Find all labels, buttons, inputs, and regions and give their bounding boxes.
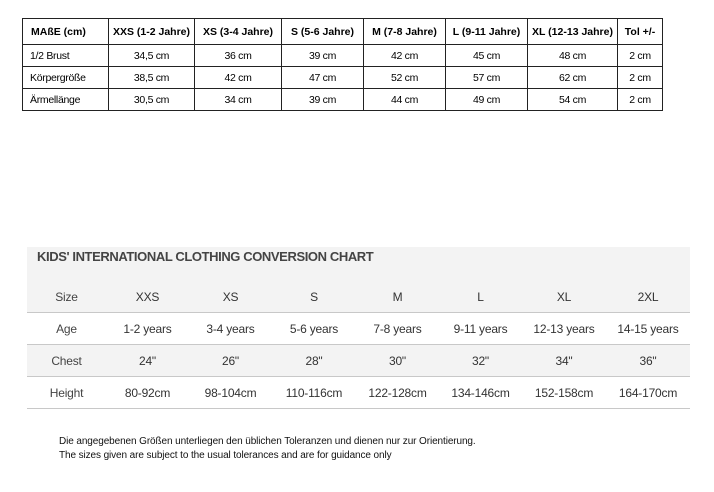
size-measurement-table [22,18,663,111]
size-table-header: M (7-8 Jahre) [364,19,446,45]
table-row [27,345,690,377]
table-cell: L [439,281,522,313]
table-cell: 54 cm [528,89,618,111]
table-cell: 152-158cm [522,377,606,409]
size-table-header: XS (3-4 Jahre) [195,19,282,45]
table-cell: 24" [106,345,189,377]
row-label: Height [27,377,106,409]
table-cell: 34,5 cm [109,45,195,67]
table-cell: 38,5 cm [109,67,195,89]
table-cell: 5-6 years [272,313,356,345]
table-cell: 36" [606,345,690,377]
table-cell: 49 cm [446,89,528,111]
size-table-header: Tol +/- [618,19,663,45]
size-table-header-row [23,19,663,45]
size-table-header: S (5-6 Jahre) [282,19,364,45]
table-cell: 47 cm [282,67,364,89]
table-cell: S [272,281,356,313]
conversion-chart-title-bar [27,247,690,281]
table-cell: 39 cm [282,45,364,67]
conversion-chart-table [27,281,690,409]
table-cell: 42 cm [364,45,446,67]
table-cell: 1-2 years [106,313,189,345]
table-cell: 2XL [606,281,690,313]
table-cell: 62 cm [528,67,618,89]
size-table-header: L (9-11 Jahre) [446,19,528,45]
table-cell: 57 cm [446,67,528,89]
table-cell: 30,5 cm [109,89,195,111]
table-cell: 122-128cm [356,377,439,409]
table-cell: 134-146cm [439,377,522,409]
table-cell: 110-116cm [272,377,356,409]
table-cell: 98-104cm [189,377,272,409]
tolerance-note-english: The sizes given are subject to the usual tolerances and are for guidance only [59,450,392,461]
table-row [23,67,663,89]
table-cell: XL [522,281,606,313]
table-cell: 39 cm [282,89,364,111]
table-cell: 26" [189,345,272,377]
row-label: Chest [27,345,106,377]
table-cell: M [356,281,439,313]
table-cell: 48 cm [528,45,618,67]
table-cell: 32" [439,345,522,377]
table-row [27,313,690,345]
row-label: Ärmellänge [23,89,109,111]
row-label: Körpergröße [23,67,109,89]
table-cell: 34" [522,345,606,377]
table-cell: XXS [106,281,189,313]
table-row [23,89,663,111]
table-cell: XS [189,281,272,313]
table-row [27,281,690,313]
table-cell: 14-15 years [606,313,690,345]
tolerance-note-german: Die angegebenen Größen unterliegen den üblichen Toleranzen und dienen nur zur Orientierung. [59,436,476,447]
table-cell: 2 cm [618,45,663,67]
size-table-header: XXS (1-2 Jahre) [109,19,195,45]
size-table-header: MAßE (cm) [23,19,109,45]
table-cell: 12-13 years [522,313,606,345]
table-cell: 80-92cm [106,377,189,409]
table-cell: 2 cm [618,67,663,89]
table-cell: 44 cm [364,89,446,111]
table-row [23,45,663,67]
row-label: Size [27,281,106,313]
table-cell: 7-8 years [356,313,439,345]
table-cell: 36 cm [195,45,282,67]
conversion-chart-title: KIDS' INTERNATIONAL CLOTHING CONVERSION CHART [37,249,374,264]
table-cell: 42 cm [195,67,282,89]
table-cell: 3-4 years [189,313,272,345]
table-cell: 34 cm [195,89,282,111]
table-cell: 28" [272,345,356,377]
table-cell: 45 cm [446,45,528,67]
table-cell: 52 cm [364,67,446,89]
size-table-header: XL (12-13 Jahre) [528,19,618,45]
table-cell: 2 cm [618,89,663,111]
table-cell: 9-11 years [439,313,522,345]
table-row [27,377,690,409]
row-label: 1/2 Brust [23,45,109,67]
table-cell: 30" [356,345,439,377]
row-label: Age [27,313,106,345]
table-cell: 164-170cm [606,377,690,409]
